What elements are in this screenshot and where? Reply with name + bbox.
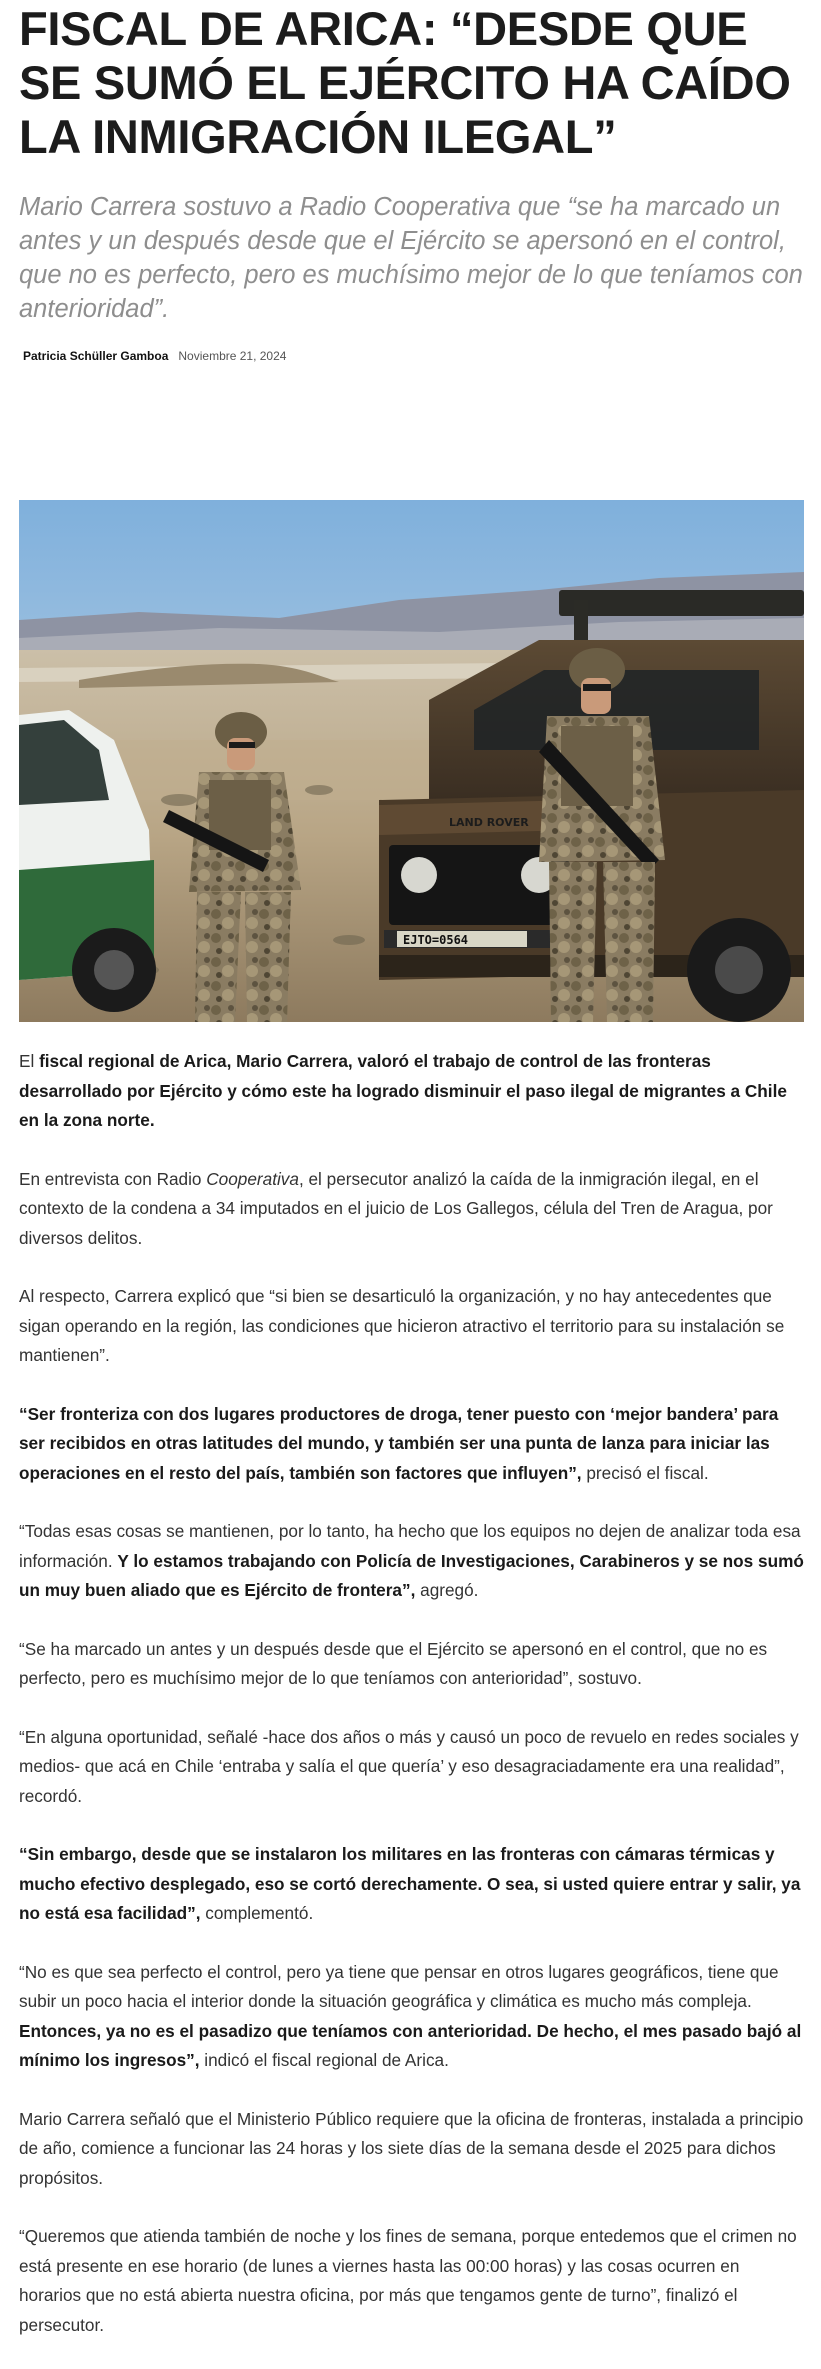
- paragraph-text: Mario Carrera señaló que el Ministerio Público requiere que la oficina de fronteras, instalada a principio de año, comience a funcionar las 24 horas y los siete días de la semana desde el 2025 para dichos propósitos.: [19, 2108, 804, 2188]
- article-paragraph: [19, 1958, 804, 2076]
- paragraph-text: “Queremos que atienda también de noche y los fines de semana, porque entedemos que el crimen no está presente en ese horario (de lunes a viernes hasta las 00:00 horas) y las cosas ocurren en horarios que no está abierta nuestra oficina, por más que tengamos gente de turno”, finalizó el persecutor.: [19, 2226, 797, 2335]
- bold-text: fiscal regional de Arica, Mario Carrera, valoró el trabajo de control de las fronteras desarrollado por Ejército y cómo este ha logrado disminuir el paso ilegal de migrantes a Chile en la zona norte.: [19, 1051, 787, 1130]
- article-paragraph: [19, 2222, 804, 2340]
- article-paragraph: [19, 1400, 804, 1489]
- author-link[interactable]: Patricia Schüller Gamboa: [23, 349, 169, 363]
- article-paragraph: [19, 1723, 804, 1812]
- article-paragraph: [19, 1635, 804, 1694]
- paragraph-text: “En alguna oportunidad, señalé -hace dos años o más y causó un poco de revuelo en redes sociales y medios- que acá en Chile ‘entraba y salía el que quería’ y eso desagraciadamente era una realidad”, recordó.: [19, 1726, 799, 1806]
- article: [19, 0, 804, 2335]
- bold-text: Y lo estamos trabajando con Policía de Investigaciones, Carabineros y se nos sumó un muy buen aliado que es Ejército de frontera”,: [19, 1550, 804, 1600]
- vehicle-plate: EJTO=0564: [403, 933, 469, 947]
- article-paragraph: [19, 2105, 804, 2194]
- publish-date: Noviembre 21, 2024: [178, 349, 287, 363]
- paragraph-text: “No es que sea perfecto el control, pero ya tiene que pensar en otros lugares geográficos, tiene que subir un poco hacia el interior donde la situación geográfica y climática es mucho más compleja.: [19, 1961, 779, 2011]
- paragraph-text: , el persecutor analizó la caída de la inmigración ilegal, en el contexto de la condena a 34 imputados en el juicio de Los Gallegos, célula del Tren de Aragua, por diversos delitos.: [19, 1168, 773, 1248]
- italic-text: Cooperativa: [206, 1168, 299, 1189]
- article-body: [19, 1047, 804, 2369]
- paragraph-text: El: [19, 1051, 40, 1071]
- article-headline: FISCAL DE ARICA: “DESDE QUE SE SUMÓ EL EJÉRCITO HA CAÍDO LA INMIGRACIÓN ILEGAL”: [19, 2, 791, 163]
- article-subtitle: Mario Carrera sostuvo a Radio Cooperativa que “se ha marcado un antes y un después desde que el Ejército se apersonó en el control, que no es perfecto, pero es muchísimo mejor de lo que teníamos con anterioridad”.: [19, 193, 803, 323]
- paragraph-text: indicó el fiscal regional de Arica.: [199, 2050, 449, 2070]
- article-paragraph: [19, 1047, 804, 1136]
- article-paragraph: [19, 1165, 804, 1254]
- paragraph-text: “Se ha marcado un antes y un después desde que el Ejército se apersonó en el control, que no es perfecto, pero es muchísimo mejor de lo que teníamos con anterioridad”, sostuvo.: [19, 1638, 768, 1688]
- paragraph-text: En entrevista con Radio: [19, 1168, 207, 1189]
- article-paragraph: [19, 1282, 804, 1371]
- paragraph-text: precisó el fiscal.: [581, 1462, 709, 1483]
- paragraph-text: “Todas esas cosas se mantienen, por lo tanto, ha hecho que los equipos no dejen de analizar toda esa información.: [19, 1521, 801, 1571]
- vehicle-hood-text: LAND ROVER: [449, 816, 529, 829]
- paragraph-text: complementó.: [200, 1903, 314, 1923]
- paragraph-text: Al respecto, Carrera explicó que “si bien se desarticuló la organización, y no hay antecedentes que sigan operando en la región, las condiciones que hicieron atractivo el territorio para su instalación se mantienen”.: [19, 1286, 785, 1365]
- bold-text: “Ser fronteriza con dos lugares productores de droga, tener puesto con ‘mejor bandera’ para ser recibidos en otras latitudes del mundo, y también ser una punta de lanza para iniciar las operaciones en el resto del país, también son factores que influyen”,: [19, 1403, 779, 1483]
- article-paragraph: [19, 1517, 804, 1606]
- hero-photo: [19, 500, 804, 1022]
- article-paragraph: [19, 1840, 804, 1929]
- bold-text: Entonces, ya no es el pasadizo que teníamos con anterioridad. De hecho, el mes pasado bajó al mínimo los ingresos”,: [19, 2020, 802, 2070]
- byline: [19, 348, 804, 364]
- paragraph-text: agregó.: [415, 1580, 479, 1600]
- bold-text: “Sin embargo, desde que se instalaron los militares en las fronteras con cámaras térmicas y mucho efectivo desplegado, eso se cortó derechamente. O sea, si usted quiere entrar y salir, ya no está esa facilidad”,: [19, 1844, 801, 1923]
